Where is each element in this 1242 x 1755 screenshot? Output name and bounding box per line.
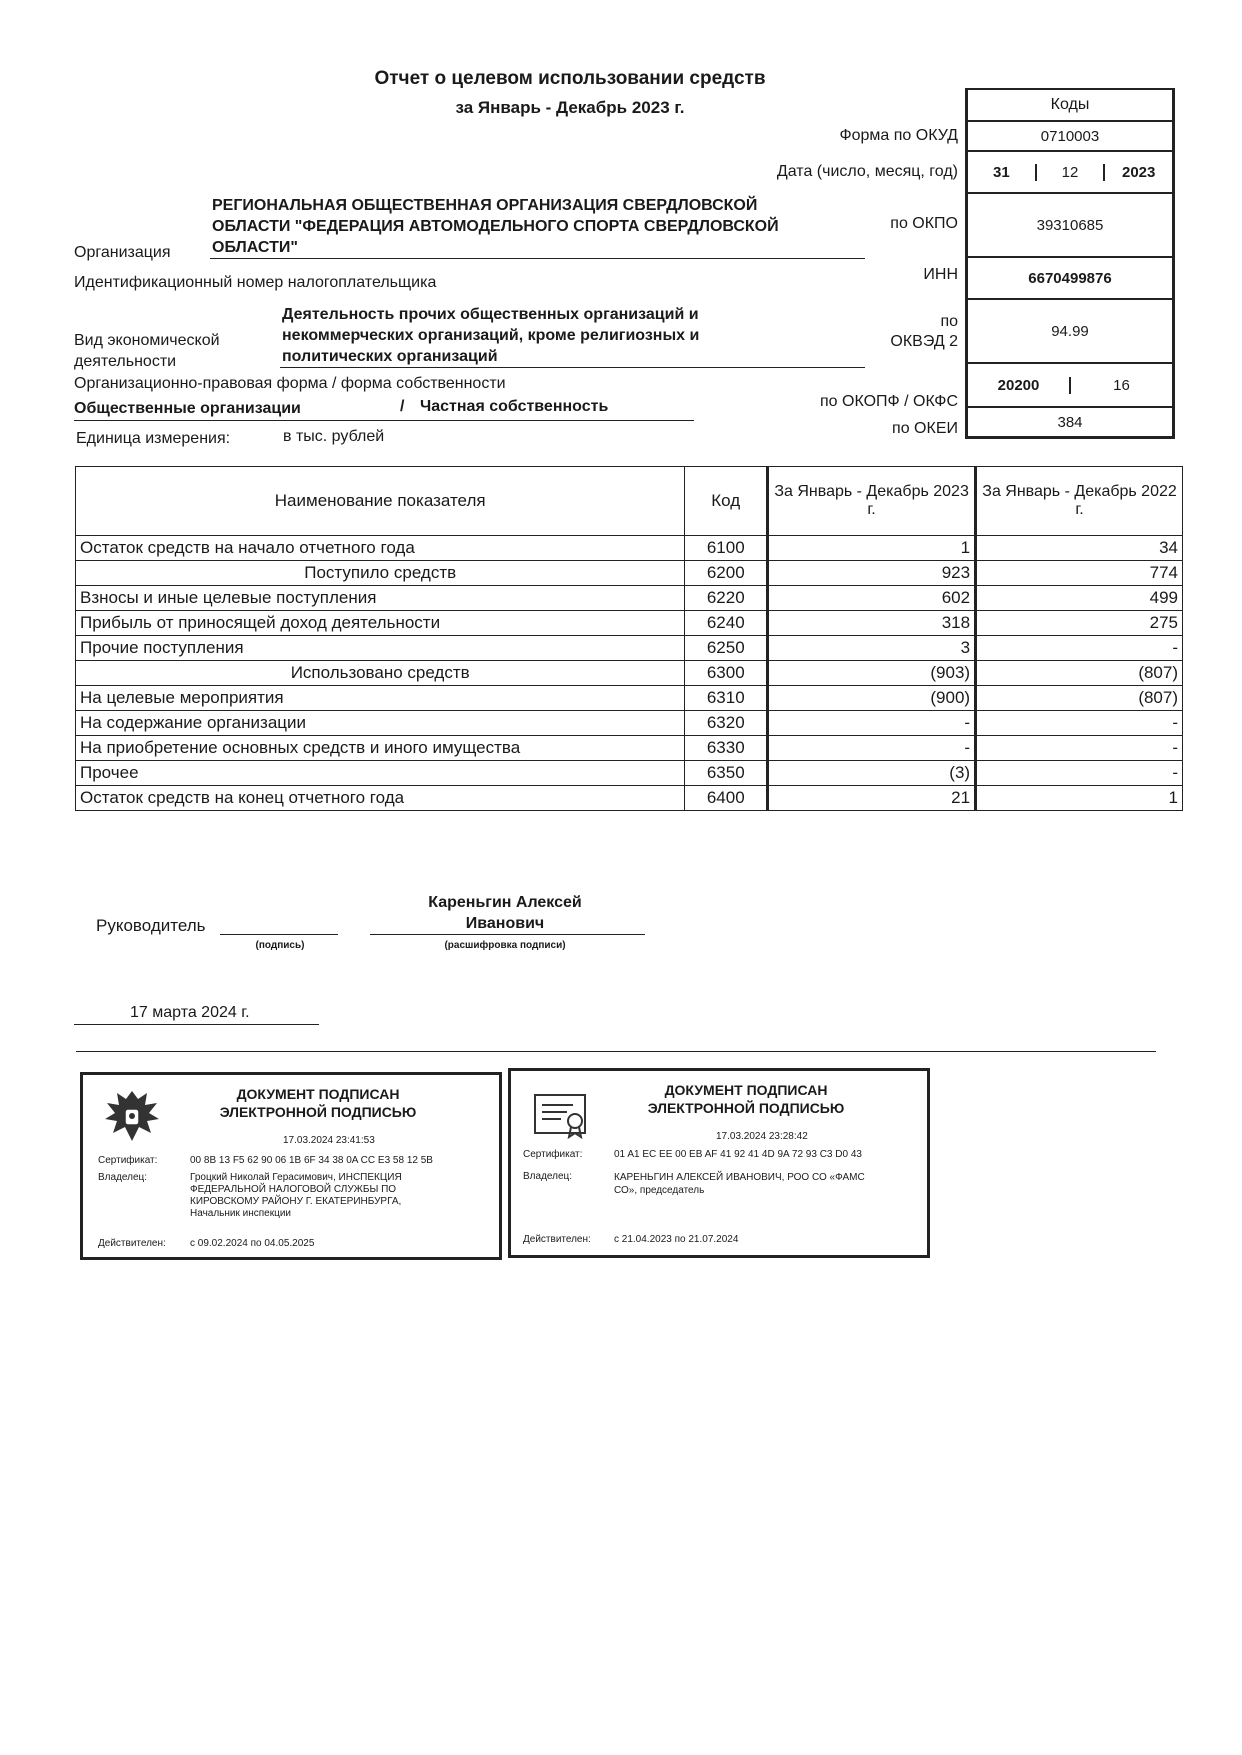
row-current-value: 923 <box>768 561 976 586</box>
row-code: 6240 <box>685 611 768 636</box>
activity-label-line: Вид экономической <box>74 332 220 349</box>
stamp-cert-label: Сертификат: <box>523 1149 583 1160</box>
codes-heading: Коды <box>968 90 1172 122</box>
stamp-valid: с 09.02.2024 по 04.05.2025 <box>190 1238 315 1249</box>
row-name: Остаток средств на начало отчетного года <box>76 536 685 561</box>
separator-line <box>76 1051 1156 1052</box>
row-name: Использовано средств <box>76 661 685 686</box>
org-name <box>212 195 872 258</box>
date-month: 12 <box>1037 164 1106 181</box>
date-day: 31 <box>968 164 1037 181</box>
stamp-cert: 01 A1 EC EE 00 EB AF 41 92 41 4D 9A 72 93 C3 D0 43 <box>614 1149 862 1160</box>
col-current-header: За Январь - Декабрь 2023 г. <box>768 467 976 536</box>
legal-form-label: Организационно-правовая форма / форма собственности <box>74 375 506 392</box>
row-current-value: (903) <box>768 661 976 686</box>
stamp-title <box>641 1081 851 1117</box>
row-name: На содержание организации <box>76 711 685 736</box>
stamp-owner-line: КАРЕНЬГИН АЛЕКСЕЙ ИВАНОВИЧ, РОО СО «ФАМС <box>614 1172 865 1183</box>
stamp-valid: с 21.04.2023 по 21.07.2024 <box>614 1234 739 1245</box>
stamp-cert: 00 8B 13 F5 62 90 06 1B 6F 34 38 0A CC E3 58 12 5B <box>190 1155 433 1166</box>
report-table <box>75 466 1183 811</box>
inn-label: ИНН <box>923 266 958 283</box>
inn-code: 6670499876 <box>968 258 1172 300</box>
row-previous-value: (807) <box>976 661 1183 686</box>
legal-form-separator: / <box>400 398 405 415</box>
row-code: 6350 <box>685 761 768 786</box>
row-code: 6200 <box>685 561 768 586</box>
stamp-owner-line: ФЕДЕРАЛЬНОЙ НАЛОГОВОЙ СЛУЖБЫ ПО <box>190 1184 397 1195</box>
row-previous-value: 1 <box>976 786 1183 811</box>
row-current-value: (3) <box>768 761 976 786</box>
signature-caption: (подпись) <box>255 940 305 951</box>
row-previous-value: - <box>976 636 1183 661</box>
signer-role: Руководитель <box>96 916 206 935</box>
activity-line: Деятельность прочих общественных организаций и <box>282 306 699 323</box>
report-title: Отчет о целевом использовании средств <box>374 68 766 89</box>
unit-label: Единица измерения: <box>76 430 231 447</box>
report-period: за Январь - Декабрь 2023 г. <box>455 98 685 117</box>
signature-line <box>220 934 338 935</box>
row-previous-value: 499 <box>976 586 1183 611</box>
row-current-value: (900) <box>768 686 976 711</box>
signer-name-line: Кареньгин Алексей <box>428 894 582 911</box>
stamp-title-line: ДОКУМЕНТ ПОДПИСАН <box>664 1082 828 1098</box>
okopf-okfs-codes <box>968 364 1172 408</box>
stamp-valid-label: Действителен: <box>523 1234 591 1245</box>
activity-line: политических организаций <box>282 348 498 365</box>
okopf-label: по ОКОПФ / ОКФС <box>820 393 958 410</box>
name-line <box>370 934 645 935</box>
row-previous-value: - <box>976 761 1183 786</box>
col-name-header: Наименование показателя <box>76 467 685 536</box>
activity-label <box>74 330 220 372</box>
okfs-code: 16 <box>1113 376 1130 394</box>
codes-box <box>965 88 1175 439</box>
stamp-title-line: ДОКУМЕНТ ПОДПИСАН <box>236 1086 400 1102</box>
ownership-form: Частная собственность <box>420 398 609 415</box>
stamp-cert-label: Сертификат: <box>98 1155 158 1166</box>
row-code: 6220 <box>685 586 768 611</box>
coat-of-arms-icon <box>101 1085 163 1152</box>
activity-label-line: деятельности <box>74 353 177 370</box>
table-row <box>76 661 1183 686</box>
okved-label-2: ОКВЭД 2 <box>890 333 958 350</box>
org-label: Организация <box>74 244 171 261</box>
table-row <box>76 586 1183 611</box>
date-label: Дата (число, месяц, год) <box>776 163 958 180</box>
okpo-label: по ОКПО <box>890 215 958 232</box>
table-row <box>76 636 1183 661</box>
row-previous-value: 774 <box>976 561 1183 586</box>
stamp-title-line: ЭЛЕКТРОННОЙ ПОДПИСЬЮ <box>647 1100 845 1116</box>
table-row <box>76 536 1183 561</box>
stamp-owner-line: СО», председатель <box>614 1185 705 1196</box>
row-code: 6400 <box>685 786 768 811</box>
stamp-owner-label: Владелец: <box>98 1172 148 1183</box>
row-code: 6330 <box>685 736 768 761</box>
legal-form-underline <box>74 420 694 421</box>
row-previous-value: 34 <box>976 536 1183 561</box>
date-codes <box>968 152 1172 194</box>
row-previous-value: 275 <box>976 611 1183 636</box>
legal-form: Общественные организации <box>74 400 301 417</box>
okpo-code: 39310685 <box>968 194 1172 258</box>
table-row <box>76 736 1183 761</box>
taxpayer-id-label: Идентификационный номер налогоплательщика <box>74 274 437 291</box>
okved-label-1: по <box>940 313 958 330</box>
stamp-owner <box>614 1171 865 1197</box>
okud-code: 0710003 <box>968 122 1172 152</box>
col-previous-header: За Январь - Декабрь 2022 г. <box>976 467 1183 536</box>
row-name: Прибыль от приносящей доход деятельности <box>76 611 685 636</box>
org-underline <box>210 258 865 259</box>
activity-text <box>282 304 699 367</box>
stamp-timestamp: 17.03.2024 23:28:42 <box>716 1131 808 1142</box>
stamp-timestamp: 17.03.2024 23:41:53 <box>283 1135 375 1146</box>
row-current-value: - <box>768 711 976 736</box>
name-caption: (расшифровка подписи) <box>444 940 566 951</box>
activity-underline <box>280 367 865 368</box>
signer-name-line: Иванович <box>465 915 545 932</box>
row-name: Поступило средств <box>76 561 685 586</box>
row-name: Прочее <box>76 761 685 786</box>
date-year: 2023 <box>1121 163 1156 181</box>
col-code-header: Код <box>685 467 768 536</box>
table-row <box>76 611 1183 636</box>
stamp-owner-line: КИРОВСКОМУ РАЙОНУ Г. ЕКАТЕРИНБУРГА, <box>190 1196 402 1207</box>
okei-code: 384 <box>1057 413 1083 431</box>
row-name: На приобретение основных средств и иного имущества <box>76 736 685 761</box>
row-current-value: 3 <box>768 636 976 661</box>
row-code: 6320 <box>685 711 768 736</box>
okud-label: Форма по ОКУД <box>839 127 958 144</box>
okopf-code: 20200 <box>968 377 1071 394</box>
okei-label: по ОКЕИ <box>892 420 958 437</box>
row-code: 6250 <box>685 636 768 661</box>
e-signature-stamp-director <box>508 1068 930 1258</box>
org-name-line: ОБЛАСТИ "ФЕДЕРАЦИЯ АВТОМОДЕЛЬНОГО СПОРТА СВЕРДЛОВСКОЙ <box>212 218 779 235</box>
activity-line: некоммерческих организаций, кроме религиозных и <box>282 327 700 344</box>
row-name: Прочие поступления <box>76 636 685 661</box>
okved-code: 94.99 <box>968 300 1172 364</box>
row-previous-value: - <box>976 736 1183 761</box>
table-row <box>76 686 1183 711</box>
row-current-value: - <box>768 736 976 761</box>
row-code: 6100 <box>685 536 768 561</box>
stamp-owner-line: Гроцкий Николай Герасимович, ИНСПЕКЦИЯ <box>190 1172 402 1183</box>
row-name: Остаток средств на конец отчетного года <box>76 786 685 811</box>
row-code: 6310 <box>685 686 768 711</box>
row-previous-value: - <box>976 711 1183 736</box>
stamp-owner-label: Владелец: <box>523 1171 573 1182</box>
table-row <box>76 711 1183 736</box>
stamp-title <box>213 1085 423 1121</box>
e-signature-stamp-tax <box>80 1072 502 1260</box>
certificate-icon <box>533 1091 591 1144</box>
unit-value: в тыс. рублей <box>283 428 385 445</box>
stamp-title-line: ЭЛЕКТРОННОЙ ПОДПИСЬЮ <box>219 1104 417 1120</box>
stamp-valid-label: Действителен: <box>98 1238 166 1249</box>
row-current-value: 1 <box>768 536 976 561</box>
table-header-row <box>76 467 1183 536</box>
date-underline <box>74 1024 319 1025</box>
row-current-value: 318 <box>768 611 976 636</box>
signer-name <box>370 892 640 934</box>
org-name-line: ОБЛАСТИ" <box>212 239 298 256</box>
row-name: Взносы и иные целевые поступления <box>76 586 685 611</box>
row-current-value: 602 <box>768 586 976 611</box>
sign-date: 17 марта 2024 г. <box>130 1004 250 1021</box>
row-previous-value: (807) <box>976 686 1183 711</box>
table-row <box>76 761 1183 786</box>
table-row <box>76 786 1183 811</box>
row-code: 6300 <box>685 661 768 686</box>
table-row <box>76 561 1183 586</box>
org-name-line: РЕГИОНАЛЬНАЯ ОБЩЕСТВЕННАЯ ОРГАНИЗАЦИЯ СВЕРДЛОВСКОЙ <box>212 197 758 214</box>
row-current-value: 21 <box>768 786 976 811</box>
stamp-owner-line: Начальник инспекции <box>190 1208 292 1219</box>
stamp-owner <box>190 1172 402 1220</box>
row-name: На целевые мероприятия <box>76 686 685 711</box>
